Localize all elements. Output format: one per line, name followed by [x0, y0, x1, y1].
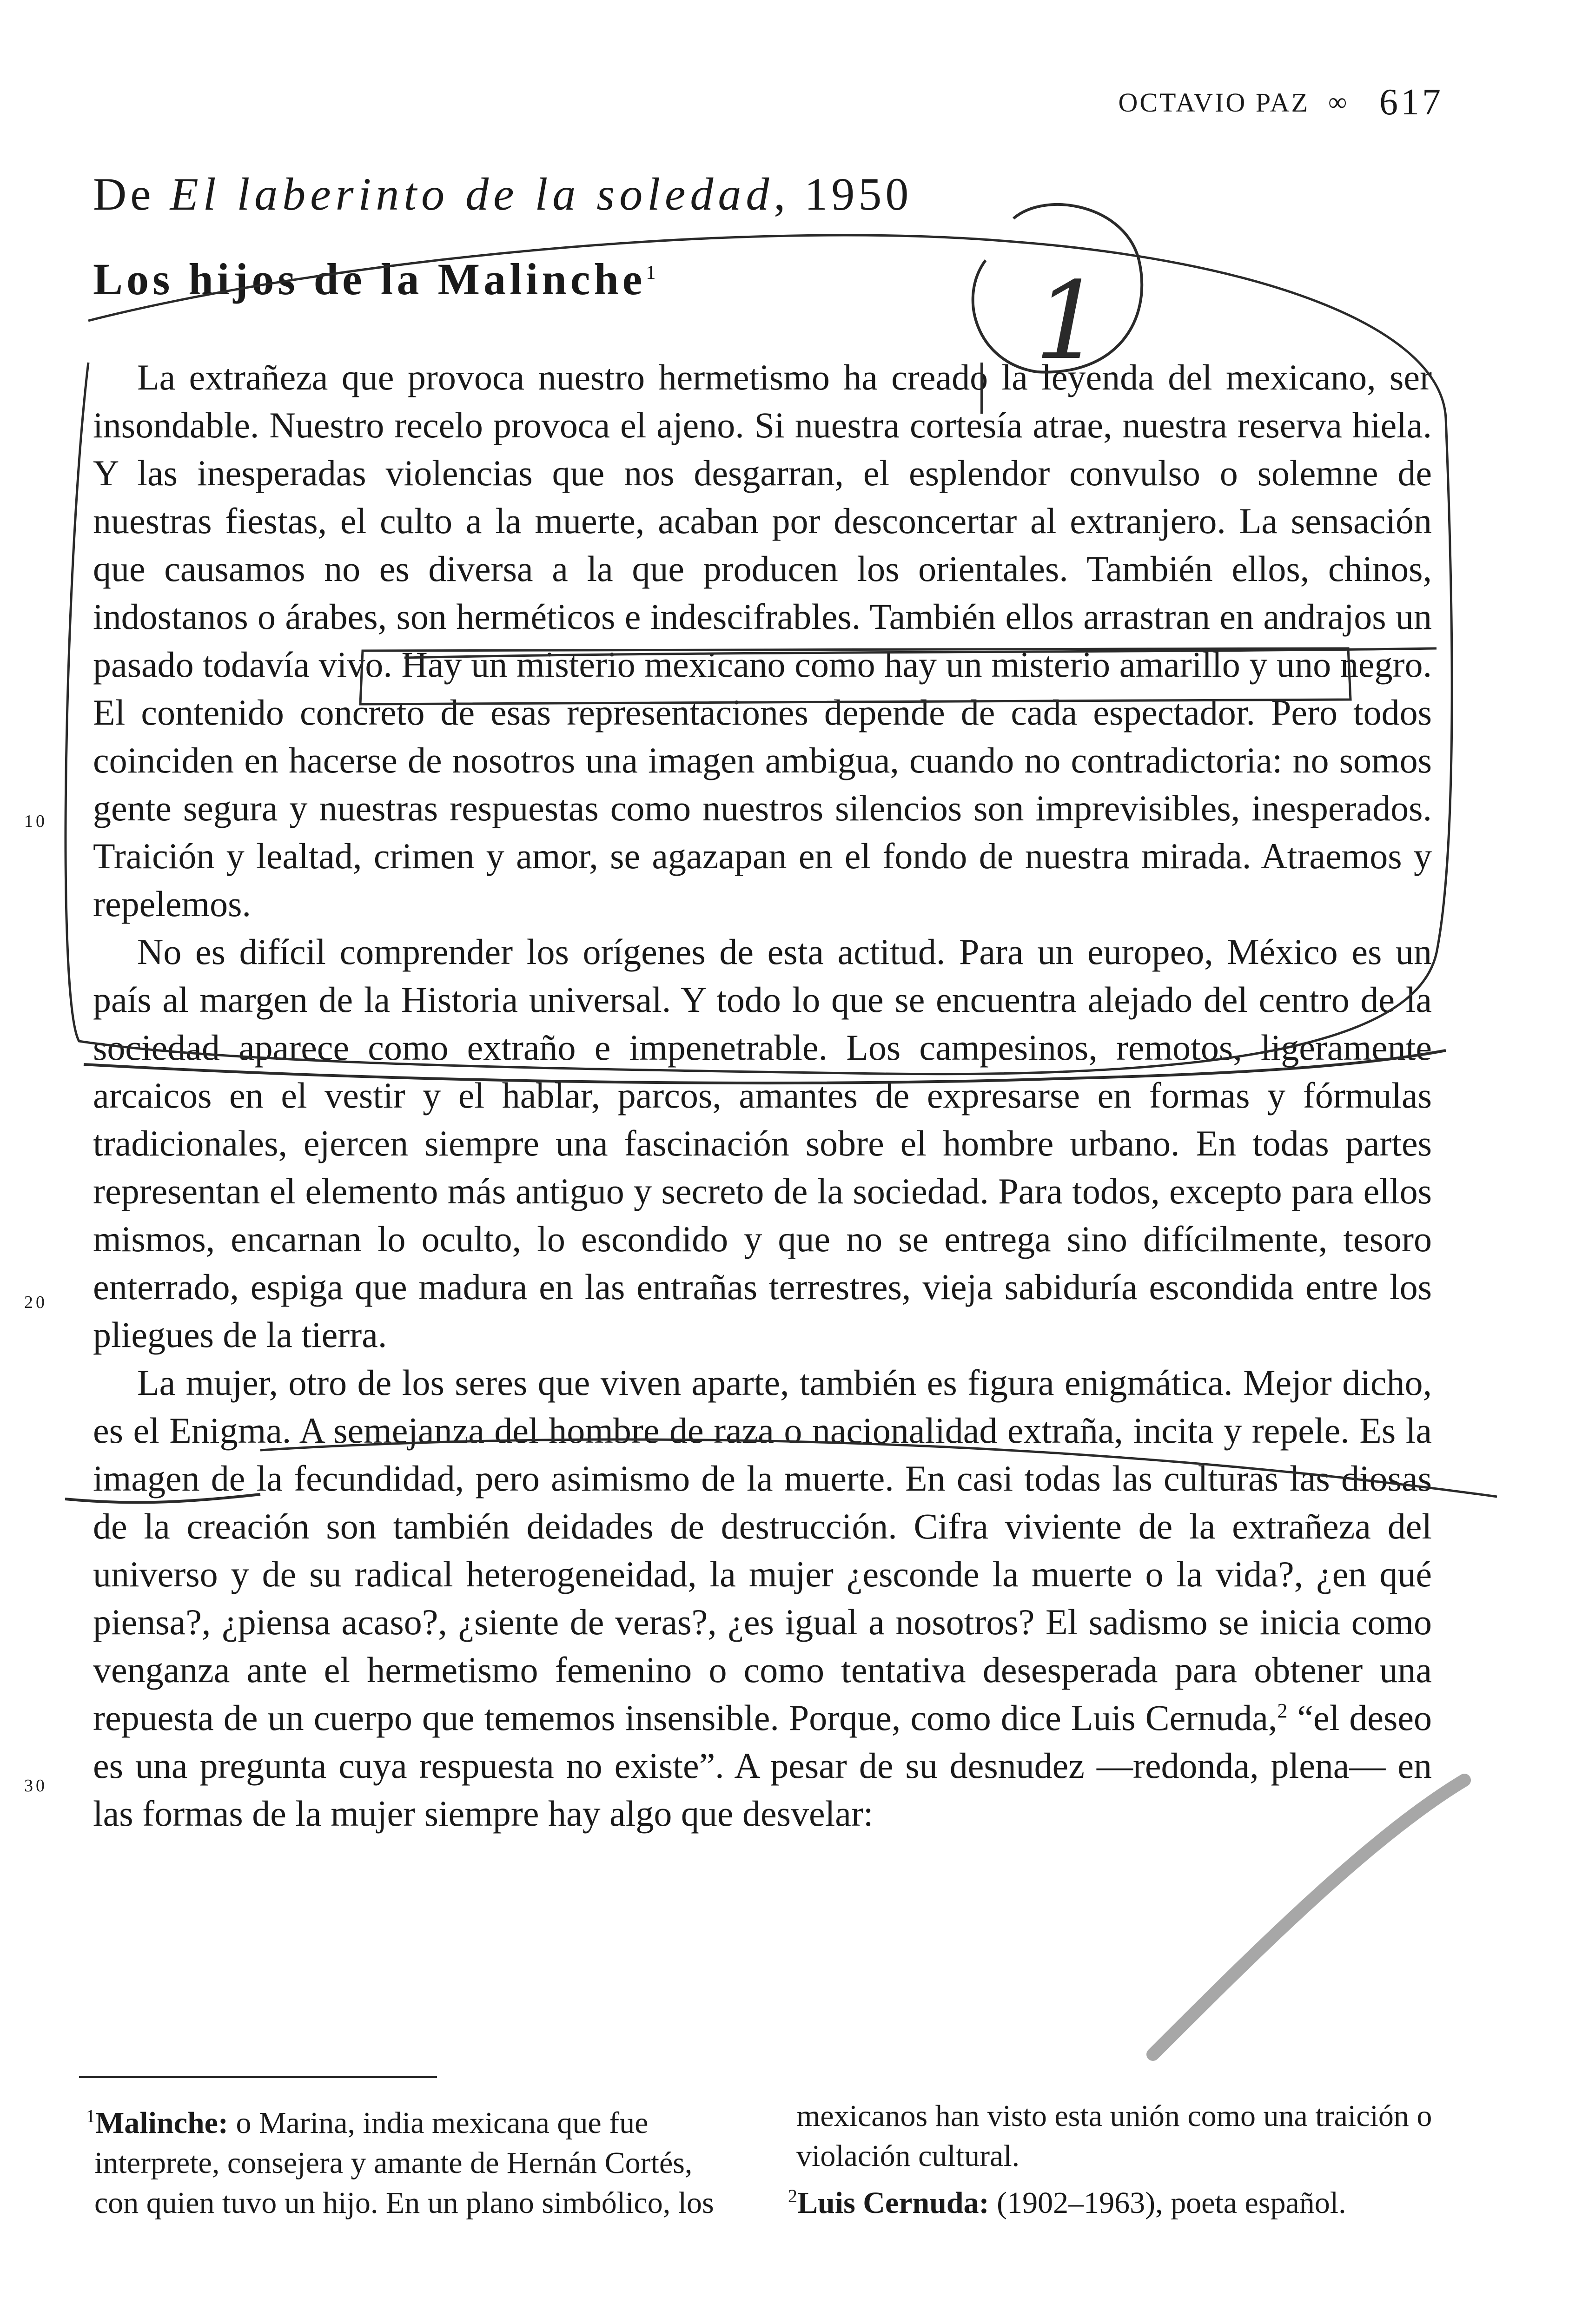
page-number: 617: [1379, 81, 1443, 123]
footnotes: [86, 2096, 1434, 2223]
ink-circle: [973, 205, 1142, 372]
paragraph: La extrañeza que provoca nuestro hermetismo ha creado la leyenda del mexicano, ser insondable. Nuestro recelo provoca el ajeno. Si nuestra cortesía atrae, nuestra reserva hiela. Y las inesperadas violencias que nos desgarran, el esplendor convulso o solemne de nuestras fiestas, el culto a la muerte, acaban por desconcertar al extranjero. La sensación que causamos no es diversa a la que producen los orientales. También ellos, chinos, indostanos o árabes, son herméticos e indescifrables. También ellos arrastran en andrajos un pasado todavía vivo. Hay un misterio mexicano como hay un misterio amarillo y uno negro. El contenido concreto de esas representaciones depende de cada espectador. Pero todos coinciden en hacerse de nosotros una imagen ambigua, cuando no contradictoria: no somos gente segura y nuestras respuestas como nuestros silencios son imprevisibles, inesperados. Traición y lealtad, crimen y amor, se agazapan en el fondo de nuestra mirada. Atraemos y repelemos.: [93, 357, 1432, 924]
footnote-text: o Marina, india mexicana que fue interprete, consejera y amante de Hernán Cortés, con quien tuvo un hijo. En un plano simbólico, los mexicanos han visto esta unión como una traición o violación cultural.: [94, 2099, 1432, 2220]
footnote-number: 1: [86, 2106, 95, 2126]
line-number: 30: [24, 1776, 47, 1796]
paragraph-text: “el deseo es una pregunta cuya respuesta no existe”. A pesar de su desnudez —redonda, plena— en las formas de la mujer siempre hay algo que desvelar:: [93, 1697, 1432, 1834]
work-title: El laberinto de la soledad: [170, 168, 774, 220]
work-year: 1950: [804, 168, 913, 220]
footnote-term: Malinche:: [95, 2106, 228, 2140]
section-note-ref: 1: [646, 262, 656, 284]
note-ref: 2: [1277, 1699, 1288, 1722]
paragraph-text: La mujer, otro de los seres que viven aparte, también es figura enigmática. Mejor dicho, es el Enigma. A semejanza del hombre de raza o nacionalidad extraña, incita y repele. Es la imagen de la fecundidad, pero asimismo de la muerte. En casi todas las culturas las diosas de la creación son también deidades de destrucción. Cifra viviente de la extrañeza del universo y de su radical heterogeneidad, la mujer ¿esconde la muerte o la vida?, ¿en qué piensa?, ¿piensa acaso?, ¿siente de veras?, ¿es igual a nosotros? El sadismo se inicia como venganza ante el hermetismo femenino o como tentativa desesperada para obtener una repuesta de un cuerpo que tememos insensible. Porque, como dice Luis Cernuda,: [93, 1362, 1432, 1738]
line-number: 20: [24, 1293, 47, 1312]
author-name: OCTAVIO PAZ: [1118, 87, 1310, 118]
running-head: [1118, 79, 1443, 125]
paragraph: [93, 1359, 1432, 1837]
footnote-number: 2: [788, 2185, 797, 2206]
footnote-text: (1902–1963), poeta español.: [989, 2186, 1346, 2220]
ornament-icon: ∞: [1328, 88, 1347, 117]
section-title: [93, 253, 655, 305]
footnote-rule: [79, 2076, 437, 2078]
line-number: 10: [24, 812, 47, 831]
footnote-term: Luis Cernuda:: [797, 2186, 989, 2220]
section-title-text: Los hijos de la Malinche: [93, 254, 646, 304]
handwritten-number: 1: [1034, 259, 1103, 383]
body-text: [93, 353, 1432, 1837]
work-title-line: De El laberinto de la soledad, 1950: [93, 168, 913, 220]
footnote: [788, 2176, 1434, 2223]
paragraph: No es difícil comprender los orígenes de esta actitud. Para un europeo, México es un país al margen de la Historia universal. Y todo lo que se encuentra alejado del centro de la sociedad aparece como extraño e impenetrable. Los campesinos, remotos, ligeramente arcaicos en el vestir y el hablar, parcos, amantes de expresarse en formas y fórmulas tradicionales, ejercen siempre una fascinación sobre el hombre urbano. En todas partes representan el elemento más antiguo y secreto de la sociedad. Para todos, excepto para ellos mismos, encarnan lo oculto, lo escondido y que no se entrega sino difícilmente, tesoro enterrado, espiga que madura en las entrañas terrestres, vieja sabiduría escondida entre los pliegues de la tierra.: [93, 931, 1432, 1355]
work-prefix: De: [93, 168, 155, 220]
